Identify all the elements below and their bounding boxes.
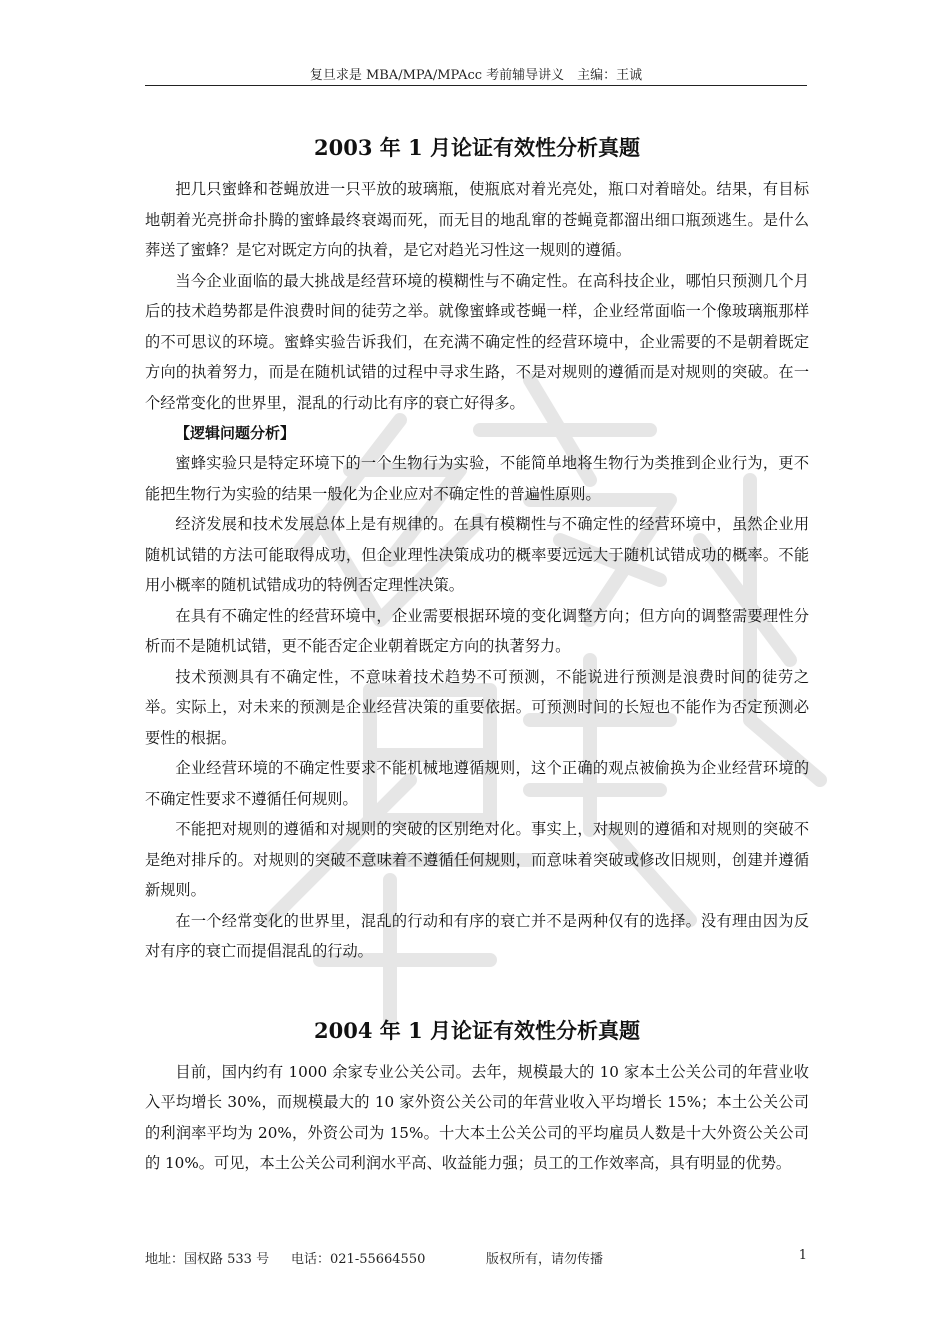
paragraph: 当今企业面临的最大挑战是经营环境的模糊性与不确定性。在高科技企业，哪怕只预测几个月后的技术趋势都是件浪费时间的徒劳之举。就像蜜蜂或苍蝇一样，企业经常面临一个像玻璃瓶那样的不可思议的环境。蜜蜂实验告诉我们，在充满不确定性的经营环境中，企业需要的不是朝着既定方向的执着努力，而是在随机试错的过程中寻求生路，不是对规则的遵循而是对规则的突破。在一个经常变化的世界里，混乱的行动比有序的衰亡好得多。	[145, 271, 809, 412]
page-number: 1	[798, 1248, 807, 1263]
analysis-paragraph: 经济发展和技术发展总体上是有规律的。在具有模糊性与不确定性的经营环境中，虽然企业用随机试错的方法可能取得成功，但企业理性决策成功的概率要远远大于随机试错成功的概率。不能用小概率的随机试错成功的特例否定理性决策。	[145, 515, 809, 594]
paragraph: 把几只蜜蜂和苍蝇放进一只平放的玻璃瓶，使瓶底对着光亮处，瓶口对着暗处。结果，有目标地朝着光亮拼命扑腾的蜜蜂最终衰竭而死，而无目的地乱窜的苍蝇竟都溜出细口瓶颈逃生。是什么葬送了蜜蜂？是它对既定方向的执着，是它对趋光习性这一规则的遵循。	[145, 180, 809, 259]
footer-address: 地址：国权路 533 号	[145, 1252, 270, 1267]
section-title-2004: 2004 年 1 月论证有效性分析真题	[314, 1017, 640, 1043]
analysis-paragraph: 技术预测具有不确定性，不意味着技术趋势不可预测，不能说进行预测是浪费时间的徒劳之举。实际上，对未来的预测是企业经营决策的重要依据。可预测时间的长短也不能作为否定预测必要性的根据。	[145, 667, 809, 747]
document-body	[145, 128, 809, 1179]
section-title-2003: 2003 年 1 月论证有效性分析真题	[314, 135, 640, 160]
header-rule	[145, 85, 807, 86]
page-header: 复旦求是 MBA/MPA/MPAcc 考前辅导讲义 主编：王诚	[309, 68, 643, 83]
analysis-paragraph: 企业经营环境的不确定性要求不能机械地遵循规则，这个正确的观点被偷换为企业经营环境的不确定性要求不遵循任何规则。	[145, 759, 809, 808]
analysis-paragraph: 在具有不确定性的经营环境中，企业需要根据环境的变化调整方向；但方向的调整需要理性分析而不是随机试错，更不能否定企业朝着既定方向的执著努力。	[145, 606, 809, 655]
footer-phone: 电话：021-55664550	[291, 1252, 426, 1267]
analysis-paragraph: 蜜蜂实验只是特定环境下的一个生物行为实验，不能简单地将生物行为类推到企业行为，更不能把生物行为实验的结果一般化为企业应对不确定性的普遍性原则。	[145, 454, 809, 503]
footer-copyright: 版权所有，请勿传播	[486, 1252, 604, 1267]
paragraph: 目前，国内约有 1000 余家专业公关公司。去年，规模最大的 10 家本土公关公司的年营业收入平均增长 30%，而规模最大的 10 家外资公关公司的年营业收入平均增长 15%；本土公关公司的利润率平均为 20%，外资公司为 15%。十大本土公关公司的平均雇员人数是十大外资公关公司的 10%。可见，本土公关公司利润水平高、收益能力强；员工的工作效率高，具有明显的优势。	[145, 1062, 809, 1172]
analysis-paragraph: 在一个经常变化的世界里，混乱的行动和有序的衰亡并不是两种仅有的选择。没有理由因为反对有序的衰亡而提倡混乱的行动。	[145, 911, 809, 960]
analysis-heading: 【逻辑问题分析】	[175, 424, 296, 442]
analysis-paragraph: 不能把对规则的遵循和对规则的突破的区别绝对化。事实上，对规则的遵循和对规则的突破不是绝对排斥的。对规则的突破不意味着不遵循任何规则，而意味着突破或修改旧规则，创建并遵循新规则。	[145, 820, 809, 899]
